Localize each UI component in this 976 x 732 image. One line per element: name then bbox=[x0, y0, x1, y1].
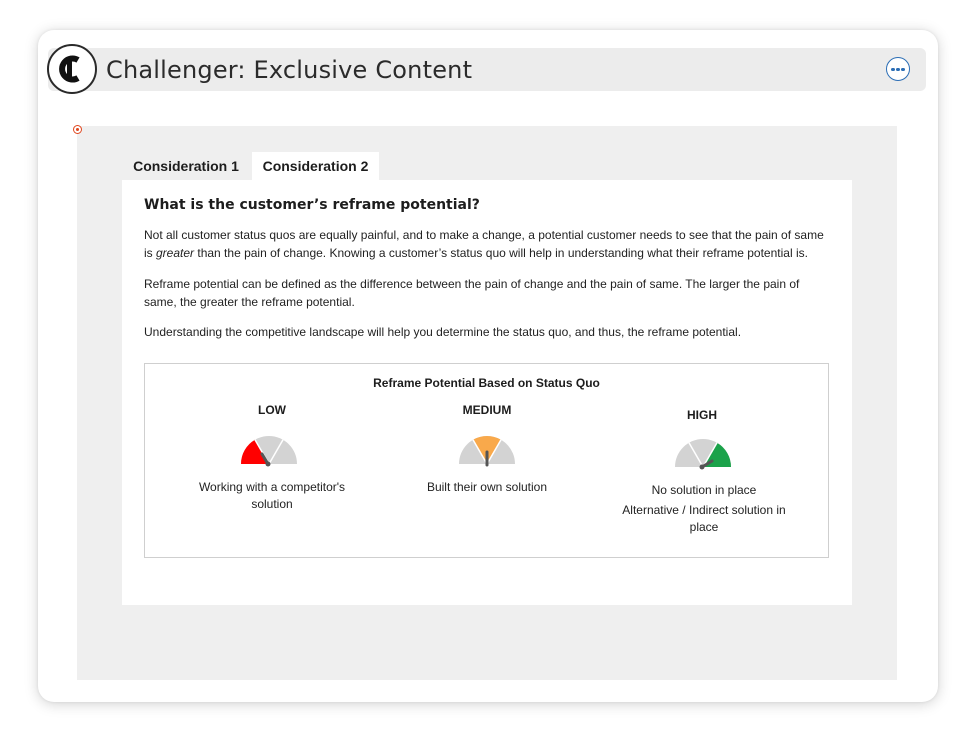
paragraph-2: Reframe potential can be defined as the difference between the pain of change and the pain of same. The larger the pain of same, the greater the reframe potential. bbox=[144, 277, 800, 309]
gauge-label-high: HIGH bbox=[687, 408, 717, 422]
tab-consideration-2[interactable]: Consideration 2 bbox=[252, 152, 379, 180]
app-title: Challenger: Exclusive Content bbox=[106, 56, 473, 84]
gauge-figure-title: Reframe Potential Based on Status Quo bbox=[373, 376, 600, 390]
gauge-desc-medium: Built their own solution bbox=[426, 480, 548, 494]
gauge-medium-icon bbox=[458, 435, 516, 467]
paragraph-1 bbox=[144, 226, 834, 262]
recording-indicator-icon bbox=[73, 125, 82, 134]
more-options-icon[interactable] bbox=[886, 57, 910, 81]
paragraph-3: Understanding the competitive landscape will help you determine the status quo, and thus, the reframe potential. bbox=[144, 325, 742, 339]
gauge-low-icon bbox=[240, 435, 298, 467]
paragraph-1-emphasis: greater bbox=[156, 246, 195, 260]
gauge-label-low: LOW bbox=[258, 403, 286, 417]
challenger-logo bbox=[47, 44, 97, 94]
gauge-high-icon bbox=[674, 438, 732, 470]
gauge-desc-low: Working with a competitor's solution bbox=[198, 480, 346, 511]
gauge-label-medium: MEDIUM bbox=[462, 403, 512, 417]
gauge-desc-high-2: Alternative / Indirect solution in place bbox=[622, 503, 786, 534]
paragraph-1-text-b: than the pain of change. Knowing a customer’s status quo will help in understanding what their reframe potential is. bbox=[194, 246, 808, 260]
paragraph-1-text-a: Not all customer status quos are equally painful, and to make a change, a potential customer needs to see that the pain of same is bbox=[144, 228, 824, 260]
tab-consideration-1[interactable]: Consideration 1 bbox=[133, 158, 239, 174]
gauge-desc-high-1: No solution in place bbox=[651, 483, 757, 497]
section-heading: What is the customer’s reframe potential? bbox=[144, 197, 480, 213]
